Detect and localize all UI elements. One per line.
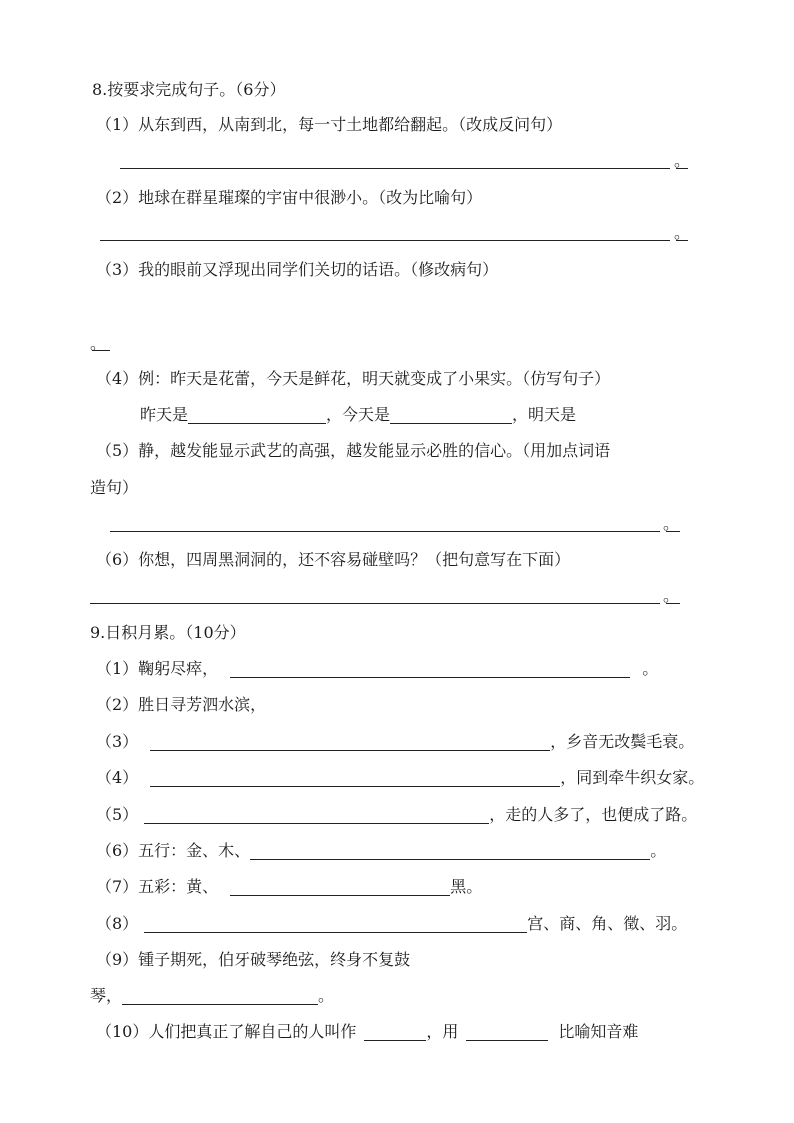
q9-4-suffix: ，同到牵牛织女家。: [560, 768, 705, 787]
q9-10-blank-2[interactable]: [466, 1024, 548, 1041]
q8-5-answer-line-end: [666, 531, 680, 532]
q9-1-blank[interactable]: [230, 661, 630, 678]
q8-5-prompt-line2: 造句）: [90, 478, 139, 497]
q9-8-blank[interactable]: [144, 916, 527, 933]
q8-4-part1: 昨天是: [140, 405, 189, 424]
q8-6-prompt: （6）你想，四周黑洞洞的，还不容易碰壁吗？（把句意写在下面）: [96, 550, 571, 569]
q8-2-prompt: （2）地球在群星璀璨的宇宙中很渺小。（改为比喻句）: [96, 188, 483, 207]
q8-6-answer-line-end: [666, 603, 680, 604]
q9-3-prefix: （3）: [96, 732, 139, 751]
q8-1-period: 。: [674, 151, 691, 170]
q9-3-suffix: ，乡音无改鬓毛衰。: [550, 732, 695, 751]
q9-9-period: 。: [318, 986, 335, 1005]
q9-1-row: [96, 659, 658, 679]
q8-4-prompt: （4）例：昨天是花蕾，今天是鲜花，明天就变成了小果实。（仿写句子）: [96, 369, 611, 388]
q9-3-row: [96, 732, 694, 752]
section-9-title: 9.日积月累。（10分）: [90, 623, 246, 642]
q9-6-blank[interactable]: [250, 843, 650, 860]
q9-7-row: [96, 877, 482, 897]
q8-4-part3: ，明天是: [512, 405, 577, 424]
q8-4-blank-1[interactable]: [188, 407, 326, 424]
q9-10-prefix: （10）人们把真正了解自己的人叫作: [96, 1022, 357, 1041]
q9-10-mid: ，用: [426, 1022, 459, 1041]
q9-1-period: 。: [642, 659, 659, 678]
q9-10-row: [96, 1022, 638, 1042]
q9-4-row: [96, 768, 704, 788]
q9-6-prefix: （6）五行：金、木、: [96, 841, 251, 860]
q9-9-row: [90, 986, 334, 1006]
q8-5-period: 。: [663, 514, 680, 533]
q9-6-row: [96, 841, 666, 861]
q9-7-blank[interactable]: [230, 879, 450, 896]
q8-1-prompt: （1）从东到西，从南到北，每一寸土地都给翻起。（改成反问句）: [96, 115, 563, 134]
q9-5-prefix: （5）: [96, 805, 139, 824]
q8-2-period: 。: [674, 223, 691, 242]
q9-8-row: [96, 914, 687, 934]
q8-4-part2: ，今天是: [326, 405, 391, 424]
q9-5-suffix: ，走的人多了，也便成了路。: [489, 805, 698, 824]
q9-8-suffix: 宫、商、角、徵、羽。: [527, 914, 688, 933]
q9-4-prefix: （4）: [96, 768, 139, 787]
q8-6-answer-line[interactable]: [90, 603, 660, 604]
q8-1-answer-line-end: [676, 168, 688, 169]
q8-4-blank-2[interactable]: [390, 407, 512, 424]
q9-10-blank-1[interactable]: [364, 1024, 426, 1041]
q8-5-prompt-line1: （5）静，越发能显示武艺的高强，越发能显示必胜的信心。（用加点词语: [96, 441, 611, 460]
q9-1-prefix: （1）鞠躬尽瘁，: [96, 659, 219, 678]
q8-3-answer-line[interactable]: [92, 350, 110, 351]
q9-9-prefix: 琴，: [90, 986, 123, 1005]
q9-7-prefix: （7）五彩：黄、: [96, 877, 219, 896]
q8-5-answer-line[interactable]: [110, 531, 660, 532]
q8-3-period: 。: [90, 334, 107, 353]
q9-10-suffix: 比喻知音难: [558, 1022, 639, 1041]
q9-5-blank[interactable]: [144, 807, 489, 824]
q9-9-prompt-line1: （9）锺子期死，伯牙破琴绝弦，终身不复鼓: [96, 950, 411, 969]
q8-3-prompt: （3）我的眼前又浮现出同学们关切的话语。（修改病句）: [96, 260, 499, 279]
q9-8-prefix: （8）: [96, 914, 139, 933]
q9-4-blank[interactable]: [150, 770, 560, 787]
q8-2-answer-line[interactable]: [100, 240, 670, 241]
q9-9-blank[interactable]: [122, 988, 318, 1005]
q8-1-answer-line[interactable]: [120, 168, 670, 169]
q8-2-answer-line-end: [676, 240, 688, 241]
q9-6-period: 。: [650, 841, 667, 860]
q8-6-period: 。: [663, 586, 680, 605]
q9-3-blank[interactable]: [150, 734, 550, 751]
q9-2-text: （2）胜日寻芳泗水滨，: [96, 695, 267, 714]
section-8-title: 8.按要求完成句子。（6分）: [92, 80, 286, 99]
q9-7-suffix: 黑。: [450, 877, 483, 896]
q8-4-fill-row: [140, 405, 576, 425]
q9-5-row: [96, 805, 697, 825]
